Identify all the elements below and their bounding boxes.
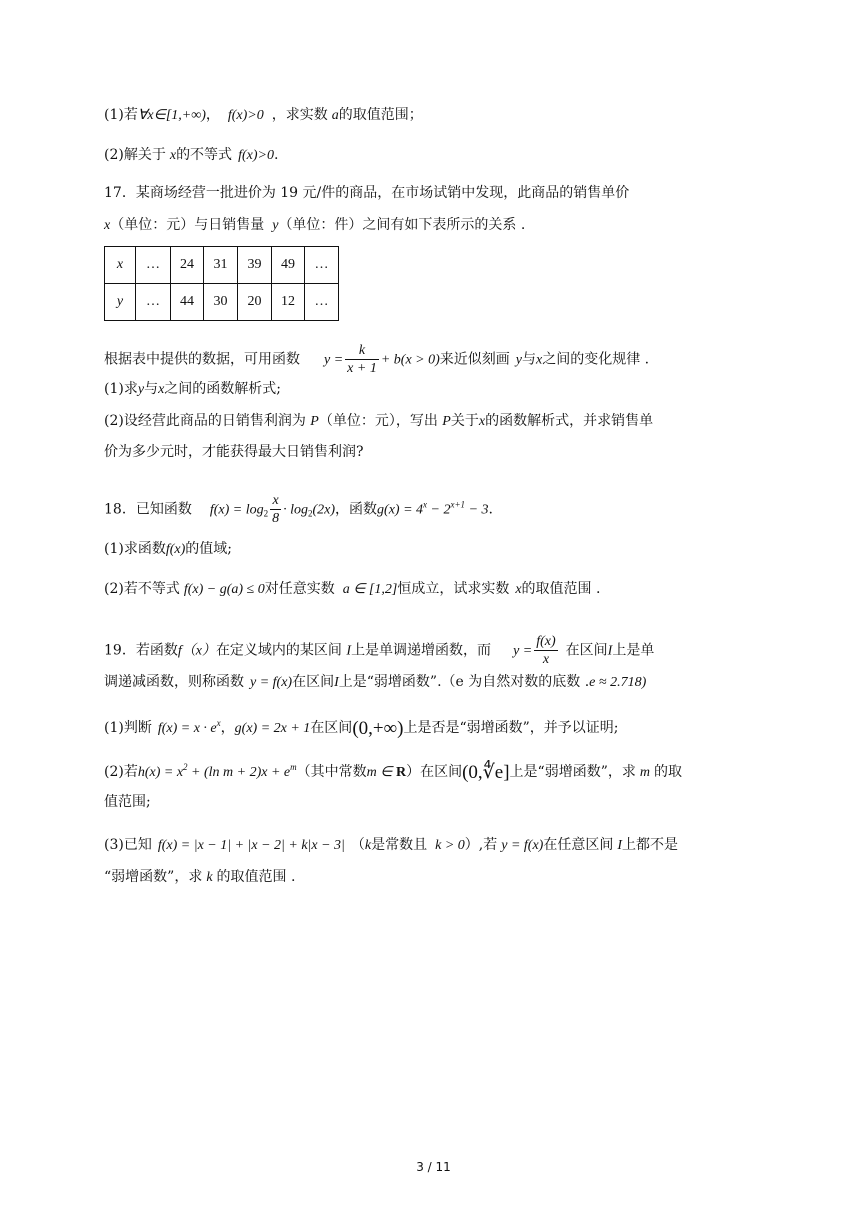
q19-y-lhs: y = — [513, 643, 533, 659]
q17-part1 — [104, 378, 281, 401]
q17-p1-x: x — [158, 382, 165, 397]
q17-p1-b: 与 — [144, 381, 159, 397]
q19-line2-c: 上是“弱增函数”.（e 为自然对数的底数 . — [338, 674, 590, 690]
q18-f-mid: · log — [283, 502, 308, 518]
q19-p1-c: 上是否是“弱增函数”，并予以证明; — [403, 720, 619, 736]
q19-p3-k: k — [364, 838, 372, 853]
q16-p2-inequality: f(x)>0 — [238, 148, 274, 163]
q17-p2-c: 关于 — [450, 413, 479, 429]
q17-p2-d: 的函数解析式，并求销售单 — [485, 413, 654, 429]
table-row-y — [105, 284, 339, 321]
q19-p1-f: f(x) = x · e — [157, 721, 217, 736]
q16-p2-mid: 的不等式 — [176, 147, 233, 163]
table-label-y: y — [105, 284, 136, 321]
q19-line2-y: y = f(x) — [250, 675, 293, 690]
q16-part2 — [104, 144, 278, 167]
q18-part1 — [104, 538, 232, 561]
q18-f-tail: (2x) — [312, 502, 336, 518]
q19-p2-R: R — [395, 765, 407, 780]
q17-p1-y: y — [137, 382, 145, 397]
q19-p3-e: 在任意区间 — [543, 837, 614, 853]
q18-g-sup2: x+1 — [450, 499, 466, 510]
q17-p2-b: （单位：元），写出 — [318, 413, 443, 429]
q19-p1-b: 在区间 — [310, 720, 353, 736]
page-number: 3 / 11 — [416, 1160, 451, 1174]
q17-fit-lhs: y = — [324, 352, 344, 368]
q19-p1-g: g(x) = 2x + 1 — [234, 721, 311, 736]
q16-p1-var: a — [331, 108, 339, 123]
q17-line2-a: （单位：元）与日销售量 — [110, 217, 265, 233]
q19-line1 — [104, 634, 654, 667]
q19-p2-m2: m — [639, 765, 650, 780]
q19-p3-f2: 上都不是 — [622, 837, 679, 853]
q19-line2-I: I — [334, 675, 339, 690]
q19-part2-line2: 值范围; — [104, 794, 151, 810]
q18-f-sub2: 2 — [307, 508, 313, 519]
table-label-x: x — [105, 247, 136, 284]
q19-I2: I — [607, 643, 613, 659]
q19-p2-sup1: 2 — [183, 762, 188, 772]
table-cell: … — [136, 284, 171, 321]
q19-p2-c: ）在区间 — [406, 764, 463, 780]
table-cell: 12 — [272, 284, 305, 321]
table-cell: 31 — [204, 247, 238, 284]
q19-part3 — [104, 834, 678, 857]
q16-p1-condition: ∀x∈[1,+∞) — [137, 108, 206, 123]
q18-g-lhs: g(x) = 4 — [377, 502, 424, 518]
q18-p2-inequality: f(x) − g(a) ≤ 0 — [183, 582, 265, 597]
q17-var-x: x — [104, 218, 111, 233]
q16-p1-inequality: f(x)>0 — [227, 108, 264, 123]
table-cell: 24 — [171, 247, 204, 284]
q19-p1-interval: (0,+∞) — [352, 718, 404, 739]
table-cell: 39 — [238, 247, 272, 284]
q18-sep: ，函数 — [335, 501, 378, 518]
q17-var-y: y — [272, 218, 279, 233]
q17-fit-rhs: + b(x > 0) — [380, 352, 440, 368]
q19-p2-d: 上是“弱增函数”，求 — [509, 764, 636, 780]
q18-p2-set: a ∈ [1,2] — [342, 582, 398, 597]
q19-f-call: f（x） — [177, 643, 216, 659]
q19-p2-m: m ∈ — [366, 765, 396, 780]
q17-line1: 17．某商场经营一批进价为 19 元/件的商品，在市场试销中发现，此商品的销售单价 — [104, 185, 630, 201]
q17-fit-line — [104, 343, 649, 376]
q19-p3-d: ）,若 — [464, 837, 498, 853]
fraction-denominator: x — [542, 652, 550, 667]
q17-fit-x: x — [536, 352, 543, 368]
q19-part3-line2 — [104, 866, 295, 889]
q18-part2 — [104, 578, 600, 601]
q19-a: 在定义域内的某区间 — [215, 642, 347, 659]
q19-p3-c: 是常数且 — [371, 837, 428, 853]
q19-lead: 19．若函数 — [104, 642, 178, 659]
q18-f-lhs: f(x) = log — [209, 502, 264, 518]
table-cell: 44 — [171, 284, 204, 321]
q18-p2-c: 恒成立，试求实数 — [397, 581, 510, 597]
fraction-denominator: x + 1 — [347, 361, 377, 376]
q17-fit-y: y — [515, 352, 522, 368]
table-cell: … — [136, 247, 171, 284]
q19-p3-y: y = f(x) — [501, 838, 544, 853]
q19-p2-h: h(x) = x — [137, 765, 184, 780]
table-cell: 20 — [238, 284, 272, 321]
q17-p2-P: P — [310, 414, 319, 429]
q19-p2-b: （其中常数 — [296, 764, 367, 780]
q17-data-table — [104, 246, 339, 321]
q19-p1-sep: ， — [220, 720, 235, 736]
q19-part1 — [104, 712, 619, 740]
q17-fit-fraction — [345, 343, 379, 376]
q18-p2-a: (2)若不等式 — [104, 581, 180, 597]
table-cell: … — [305, 247, 339, 284]
q18-line1 — [104, 493, 493, 526]
q17-fit-b: 来近似刻画 — [439, 351, 510, 368]
q17-p2-P2: P — [442, 414, 451, 429]
q18-f-sub1: 2 — [263, 508, 269, 519]
q19-line2-b: 在区间 — [292, 674, 335, 690]
q19-fraction — [534, 634, 557, 667]
q17-part2 — [104, 410, 653, 433]
q19-c: 在区间 — [565, 642, 608, 659]
q19-p3-I: I — [617, 838, 623, 853]
q17-p2-x: x — [478, 414, 486, 429]
q16-p1-tail: 的取值范围； — [338, 107, 423, 123]
q17-line2-b: （单位：件）之间有如下表所示的关系 . — [278, 217, 526, 233]
q16-p2-tail: . — [273, 147, 279, 163]
q18-p1-a: (1)求函数 — [104, 541, 166, 557]
q19-p3-f: f(x) = |x − 1| + |x − 2| + k|x − 3| — [157, 838, 345, 853]
q16-p1-lead: (1)若 — [104, 107, 138, 123]
fraction-numerator: k — [345, 343, 379, 360]
q16-p2-var: x — [169, 148, 177, 163]
table-cell: 30 — [204, 284, 238, 321]
q17-p2-a: (2)设经营此商品的日销售利润为 — [104, 413, 311, 429]
q19-p3-line2-k: k — [206, 870, 213, 885]
q17-p1-c: 之间的函数解析式; — [164, 381, 281, 397]
q19-p2-h2: + (ln m + 2)x + e — [187, 765, 291, 780]
q18-end: . — [488, 501, 493, 518]
fraction-numerator: f(x) — [536, 634, 556, 649]
q17-p1-a: (1)求 — [104, 381, 138, 397]
q18-p1-b: 的值域; — [185, 541, 232, 557]
q16-p1-sep: ， — [205, 107, 220, 123]
q17-part2-line2: 价为多少元时，才能获得最大日销售利润? — [104, 444, 364, 460]
q19-p3-line2-a: “弱增函数”，求 — [104, 869, 203, 885]
table-row-x — [105, 247, 339, 284]
q19-p1-sup: x — [216, 718, 221, 728]
q17-line2 — [104, 214, 525, 237]
q19-p3-k2: k > 0 — [435, 838, 465, 853]
q18-g-sup1: x — [423, 499, 428, 510]
q19-p2-interval: (0,∜e] — [462, 762, 510, 783]
q19-I1: I — [346, 643, 352, 659]
q18-g-mid: − 2 — [427, 502, 451, 518]
q18-f-fraction — [270, 493, 281, 526]
q19-p2-e: 的取 — [653, 764, 682, 780]
q19-p3-line2-b: 的取值范围 . — [216, 869, 296, 885]
q19-p2-sup2: m — [290, 762, 297, 772]
table-cell: 49 — [272, 247, 305, 284]
fraction-numerator: x — [270, 493, 281, 510]
q17-fit-a: 根据表中提供的数据，可用函数 — [104, 351, 300, 368]
fraction-denominator: 8 — [272, 511, 280, 526]
q19-d: 上是单 — [612, 642, 655, 659]
q16-part1 — [104, 104, 423, 127]
q19-p3-a: (3)已知 — [104, 837, 152, 853]
q18-lead: 18．已知函数 — [104, 501, 192, 518]
q19-p3-b: （ — [350, 837, 365, 853]
q17-fit-c: 与 — [522, 351, 536, 368]
q19-b: 上是单调递增函数，而 — [351, 642, 492, 659]
q18-p2-d: 的取值范围 . — [521, 581, 601, 597]
q18-p2-x: x — [515, 582, 522, 597]
q18-g-tail: − 3 — [465, 502, 489, 518]
q19-line2 — [104, 671, 646, 694]
q19-p1-a: (1)判断 — [104, 720, 152, 736]
q19-line2-a: 调递减函数，则称函数 — [104, 674, 244, 690]
table-cell: … — [305, 284, 339, 321]
q18-p2-b: 对任意实数 — [264, 581, 335, 597]
q16-p1-mid: ，求实数 — [271, 107, 328, 123]
q19-part2 — [104, 756, 682, 784]
q19-p2-a: (2)若 — [104, 764, 138, 780]
q19-line2-e: e ≈ 2.718) — [589, 675, 647, 690]
q16-p2-lead: (2)解关于 — [104, 147, 166, 163]
q18-p1-f: f(x) — [165, 542, 186, 557]
q17-fit-d: 之间的变化规律 . — [542, 351, 650, 368]
